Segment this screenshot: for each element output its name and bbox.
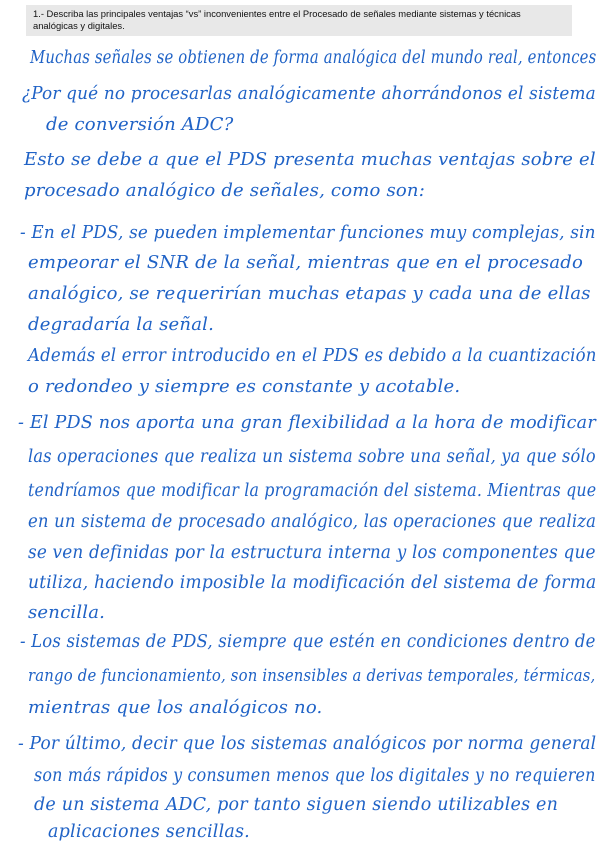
answer-line: - El PDS nos aporta una gran flexibilidad a la hora de modificar — [18, 412, 596, 433]
answer-line: Esto se debe a que el PDS presenta muchas ventajas sobre el — [24, 149, 596, 170]
answer-line: son más rápidos y consumen menos que los digitales y no requieren — [34, 766, 596, 786]
answer-line: tendríamos que modificar la programación del sistema. Mientras que — [28, 481, 597, 501]
answer-line: degradaría la señal. — [28, 314, 215, 335]
answer-line: aplicaciones sencillas. — [48, 822, 250, 842]
answer-line: se ven definidas por la estructura interna y los componentes que — [28, 543, 596, 563]
answer-line: utiliza, haciendo imposible la modificación del sistema de forma — [28, 573, 597, 593]
question-prompt: 1.- Describa las principales ventajas “vs” inconvenientes entre el Procesado de señales mediante sistemas y técnicas analógicas y digitales. — [26, 5, 572, 36]
answer-line: o redondeo y siempre es constante y acotable. — [28, 376, 461, 397]
answer-line: las operaciones que realiza un sistema sobre una señal, ya que sólo — [28, 447, 596, 467]
answer-line: - Por último, decir que los sistemas analógicos por norma general — [18, 734, 597, 754]
answer-line: analógico, se requerirían muchas etapas y cada una de ellas — [28, 283, 591, 304]
answer-line: rango de funcionamiento, son insensibles a derivas temporales, térmicas, — [28, 666, 596, 685]
answer-line: - En el PDS, se pueden implementar funciones muy complejas, sin — [20, 222, 596, 243]
answer-line: Además el error introducido en el PDS es debido a la cuantización — [28, 346, 597, 366]
answer-line: mientras que los analógicos no. — [28, 697, 323, 718]
answer-line: Muchas señales se obtienen de forma analógica del mundo real, entonces — [30, 48, 597, 68]
answer-line: - Los sistemas de PDS, siempre que estén en condiciones dentro de — [20, 632, 596, 652]
answer-line: de conversión ADC? — [46, 114, 234, 135]
answer-line: ¿Por qué no procesarlas analógicamente ahorrándonos el sistema — [22, 83, 596, 104]
answer-line: de un sistema ADC, por tanto siguen siendo utilizables en — [34, 795, 559, 815]
answer-line: en un sistema de procesado analógico, las operaciones que realiza — [28, 512, 597, 532]
answer-line: empeorar el SNR de la señal, mientras que en el procesado — [28, 252, 584, 273]
answer-line: sencilla. — [28, 602, 106, 623]
answer-line: procesado analógico de señales, como son: — [24, 180, 425, 201]
